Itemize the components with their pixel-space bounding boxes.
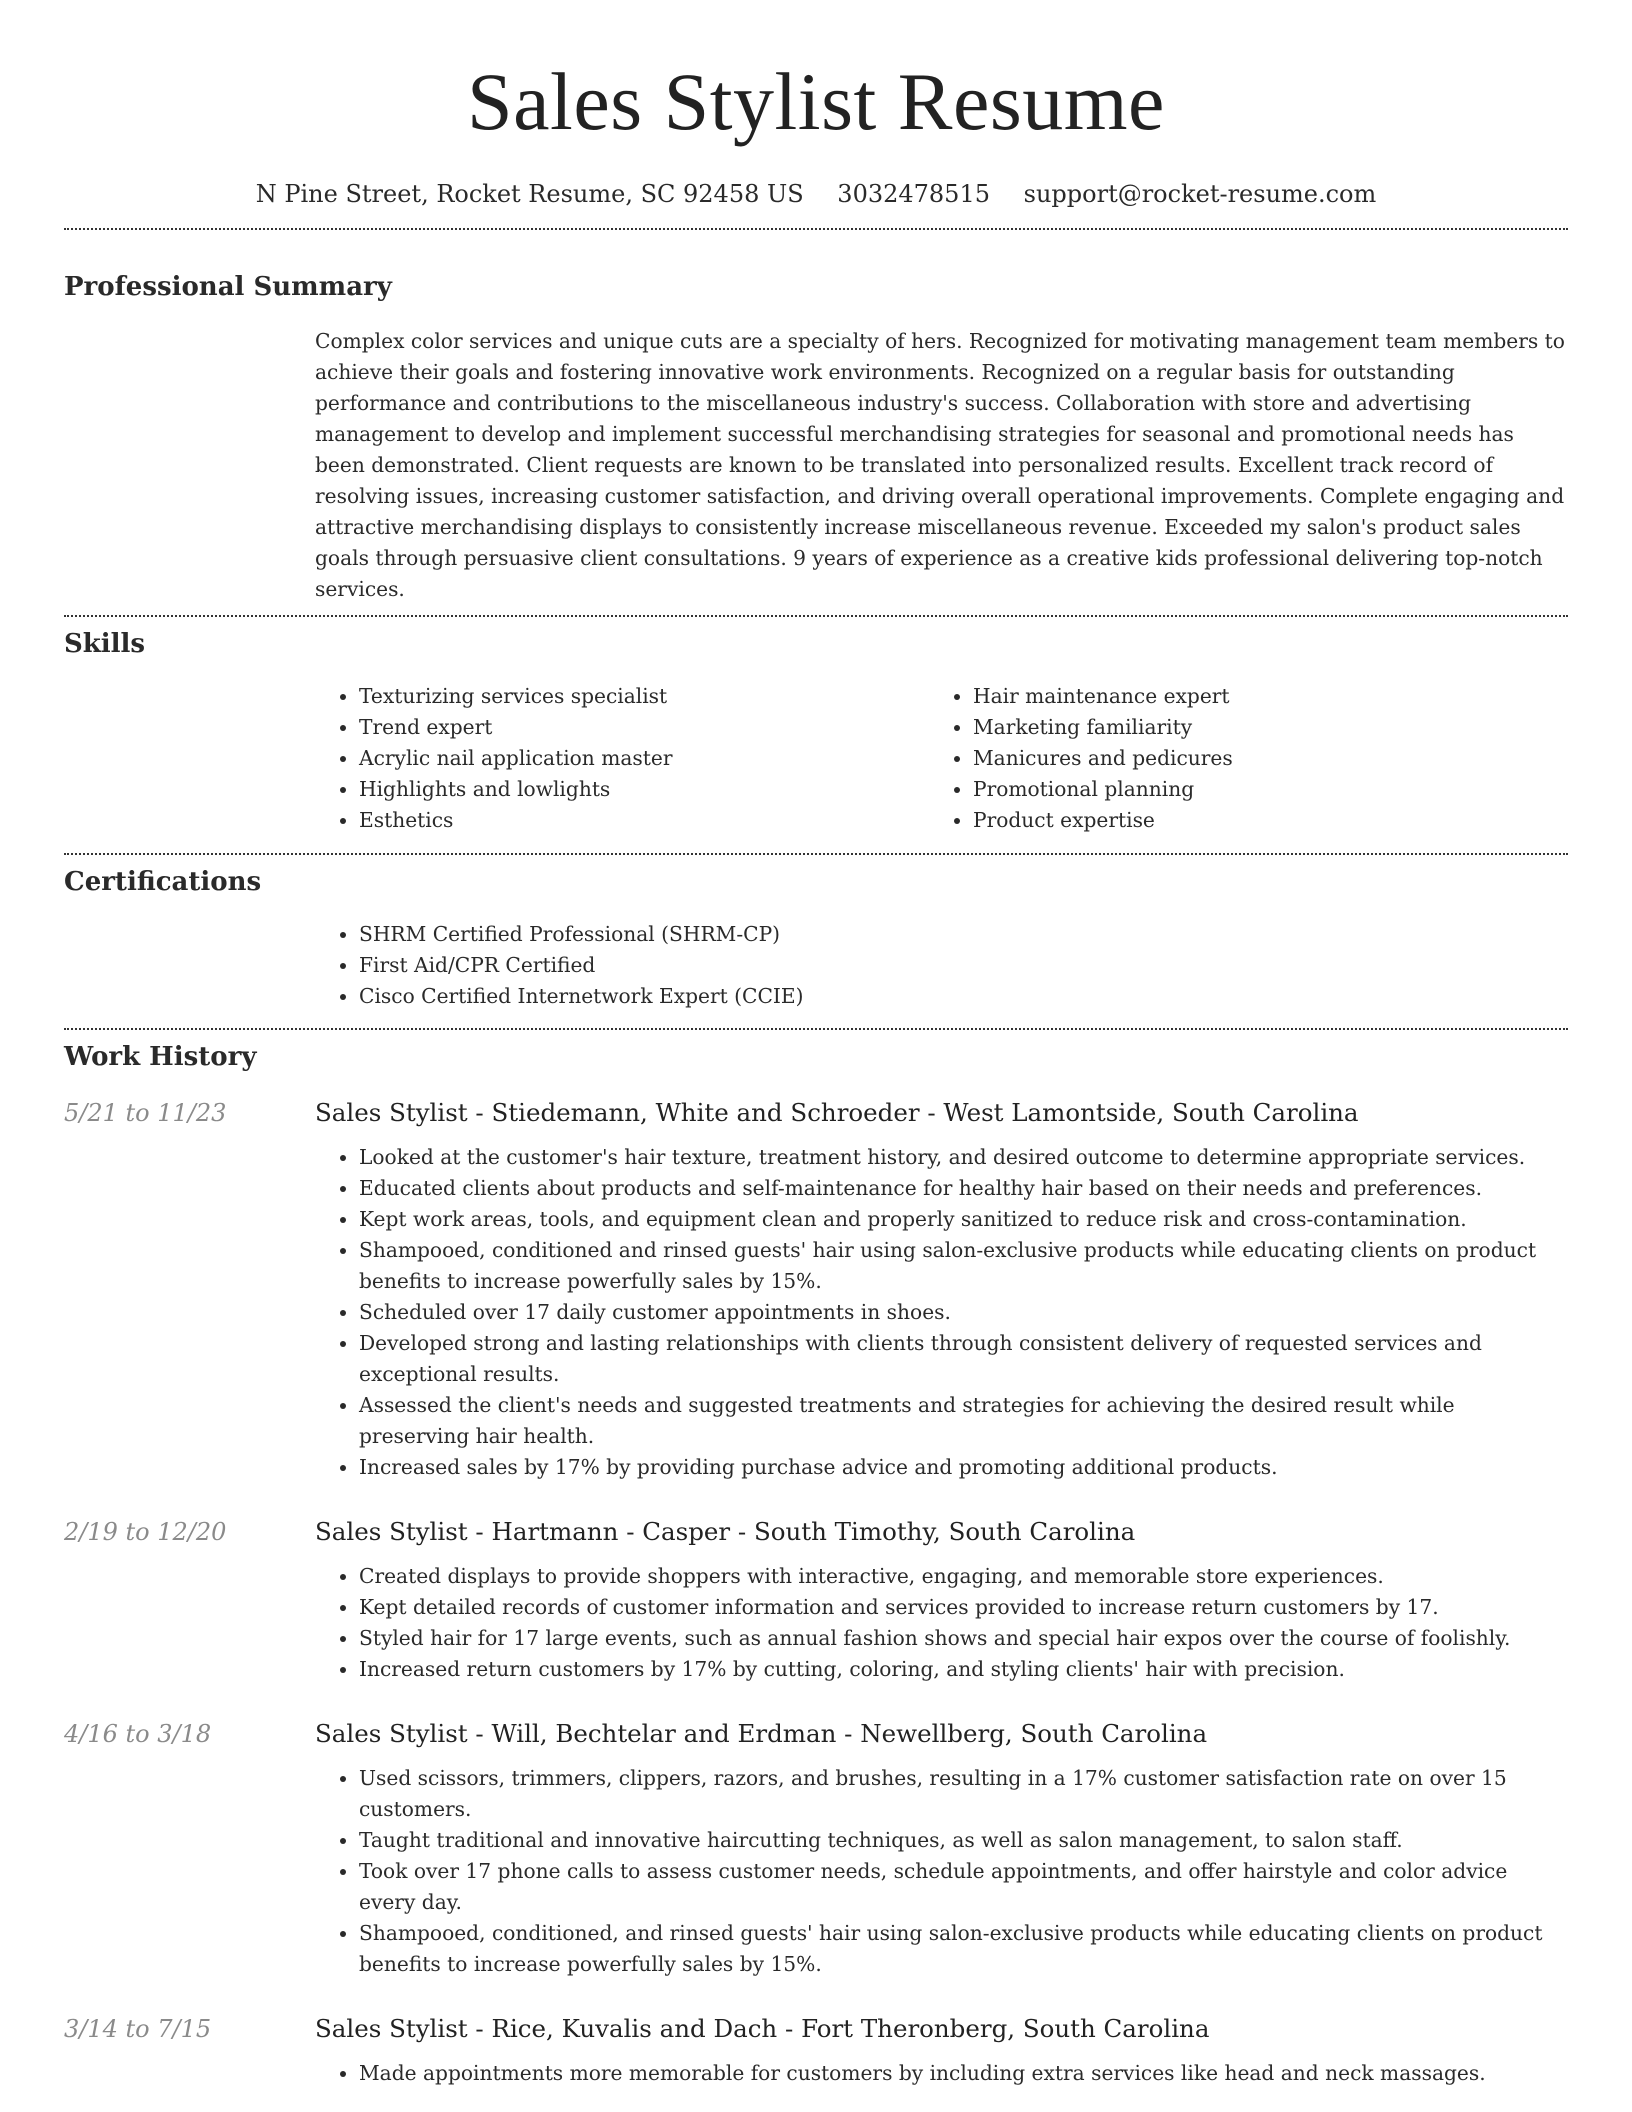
work-heading: Work History (64, 1042, 257, 1072)
job-dates: 3/14 to 7/15 (64, 2015, 212, 2043)
contact-phone: 3032478515 (837, 180, 990, 208)
list-item: • Trend expert (359, 712, 929, 743)
list-item: • Created displays to provide shoppers with interactive, engaging, and memorable store experiences. (359, 1561, 1568, 1592)
list-item: • Shampooed, conditioned, and rinsed guests' hair using salon-exclusive products while educating clients on product benefits to increase powerfully sales by 15%. (359, 1918, 1568, 1980)
list-item: • Taught traditional and innovative haircutting techniques, as well as salon management, to salon staff. (359, 1825, 1568, 1856)
list-item: • Increased sales by 17% by providing purchase advice and promoting additional products. (359, 1452, 1568, 1483)
job-entry (64, 1515, 1568, 1685)
skills-grid (315, 681, 1568, 836)
summary-body (315, 326, 1568, 605)
list-item: • Product expertise (973, 805, 1543, 836)
summary-heading: Professional Summary (64, 272, 392, 302)
job-details (315, 1515, 1568, 1685)
summary-text: Complex color services and unique cuts are a specialty of hers. Recognized for motivating management team members to achieve their goals and fostering innovative work environments. Recognized on a regular basis for outstanding performance and contributions to the miscellaneous industry's success. Collaboration with store and advertising management to develop and implement successful merchandising strategies for seasonal and promotional needs has been demonstrated. Client requests are known to be translated into personalized results. Excellent track record of resolving issues, increasing customer satisfaction, and driving overall operational improvements. Complete engaging and attractive merchandising displays to consistently increase miscellaneous revenue. Exceeded my salon's product sales goals through persuasive client consultations. 9 years of experience as a creative kids professional delivering top-notch services. (315, 329, 1565, 601)
skills-body (315, 681, 1568, 836)
list-item: • Esthetics (359, 805, 929, 836)
list-item: • Shampooed, conditioned and rinsed guests' hair using salon-exclusive products while educating clients on product benefits to increase powerfully sales by 15%. (359, 1235, 1568, 1297)
certifications-heading: Certifications (64, 867, 262, 897)
certifications-body (315, 919, 1568, 1012)
list-item: • Made appointments more memorable for customers by including extra services like head and neck massages. (359, 2058, 1568, 2089)
job-entry (64, 1096, 1568, 1483)
list-item: • Looked at the customer's hair texture, treatment history, and desired outcome to determine appropriate services. (359, 1142, 1568, 1173)
list-item: • Highlights and lowlights (359, 774, 929, 805)
list-item: • Scheduled over 17 daily customer appointments in shoes. (359, 1297, 1568, 1328)
list-item: • SHRM Certified Professional (SHRM-CP) (359, 919, 1568, 950)
list-item: • Assessed the client's needs and suggested treatments and strategies for achieving the desired result while preserving hair health. (359, 1390, 1568, 1452)
list-item: • Kept detailed records of customer information and services provided to increase return customers by 17. (359, 1592, 1568, 1623)
list-item: • Hair maintenance expert (973, 681, 1543, 712)
contact-address: N Pine Street, Rocket Resume, SC 92458 US (255, 180, 804, 208)
resume-page (64, 0, 1568, 2089)
list-item: • Kept work areas, tools, and equipment clean and properly sanitized to reduce risk and cross-contamination. (359, 1204, 1568, 1235)
job-bullets (315, 2058, 1568, 2089)
job-bullets (315, 1561, 1568, 1685)
list-item: • Acrylic nail application master (359, 743, 929, 774)
skills-left-list (315, 681, 929, 836)
divider (64, 853, 1568, 855)
job-bullets (315, 1763, 1568, 1980)
list-item: • Promotional planning (973, 774, 1543, 805)
job-entry (64, 2012, 1568, 2089)
resume-title: Sales Stylist Resume (467, 56, 1165, 147)
list-item: • Cisco Certified Internetwork Expert (CCIE) (359, 981, 1568, 1012)
certifications-list (315, 919, 1568, 1012)
job-bullets (315, 1142, 1568, 1483)
list-item: • First Aid/CPR Certified (359, 950, 1568, 981)
job-title: Sales Stylist - Will, Bechtelar and Erdman - Newellberg, South Carolina (315, 1719, 1208, 1748)
job-title: Sales Stylist - Hartmann - Casper - South Timothy, South Carolina (315, 1517, 1136, 1546)
list-item: • Developed strong and lasting relationships with clients through consistent delivery of requested services and exceptional results. (359, 1328, 1568, 1390)
list-item: • Increased return customers by 17% by cutting, coloring, and styling clients' hair with precision. (359, 1654, 1568, 1685)
job-dates: 5/21 to 11/23 (64, 1099, 227, 1127)
list-item: • Marketing familiarity (973, 712, 1543, 743)
contact-line (64, 178, 1568, 210)
list-item: • Manicures and pedicures (973, 743, 1543, 774)
contact-email: support@rocket-resume.com (1023, 180, 1377, 208)
job-dates: 2/19 to 12/20 (64, 1518, 227, 1546)
job-details (315, 1717, 1568, 1980)
skills-right-list (929, 681, 1543, 836)
list-item: • Texturizing services specialist (359, 681, 929, 712)
skills-heading: Skills (64, 629, 146, 659)
job-dates: 4/16 to 3/18 (64, 1720, 212, 1748)
list-item: • Styled hair for 17 large events, such as annual fashion shows and special hair expos over the course of foolishly. (359, 1623, 1568, 1654)
job-entry (64, 1717, 1568, 1980)
list-item: • Educated clients about products and self-maintenance for healthy hair based on their needs and preferences. (359, 1173, 1568, 1204)
list-item: • Used scissors, trimmers, clippers, razors, and brushes, resulting in a 17% customer satisfaction rate on over 15 customers. (359, 1763, 1568, 1825)
divider (64, 228, 1568, 230)
job-details (315, 2012, 1568, 2089)
job-title: Sales Stylist - Stiedemann, White and Schroeder - West Lamontside, South Carolina (315, 1098, 1359, 1127)
divider (64, 1028, 1568, 1030)
job-details (315, 1096, 1568, 1483)
divider (64, 615, 1568, 617)
job-title: Sales Stylist - Rice, Kuvalis and Dach - Fort Theronberg, South Carolina (315, 2014, 1210, 2043)
list-item: • Took over 17 phone calls to assess customer needs, schedule appointments, and offer hairstyle and color advice every day. (359, 1856, 1568, 1918)
